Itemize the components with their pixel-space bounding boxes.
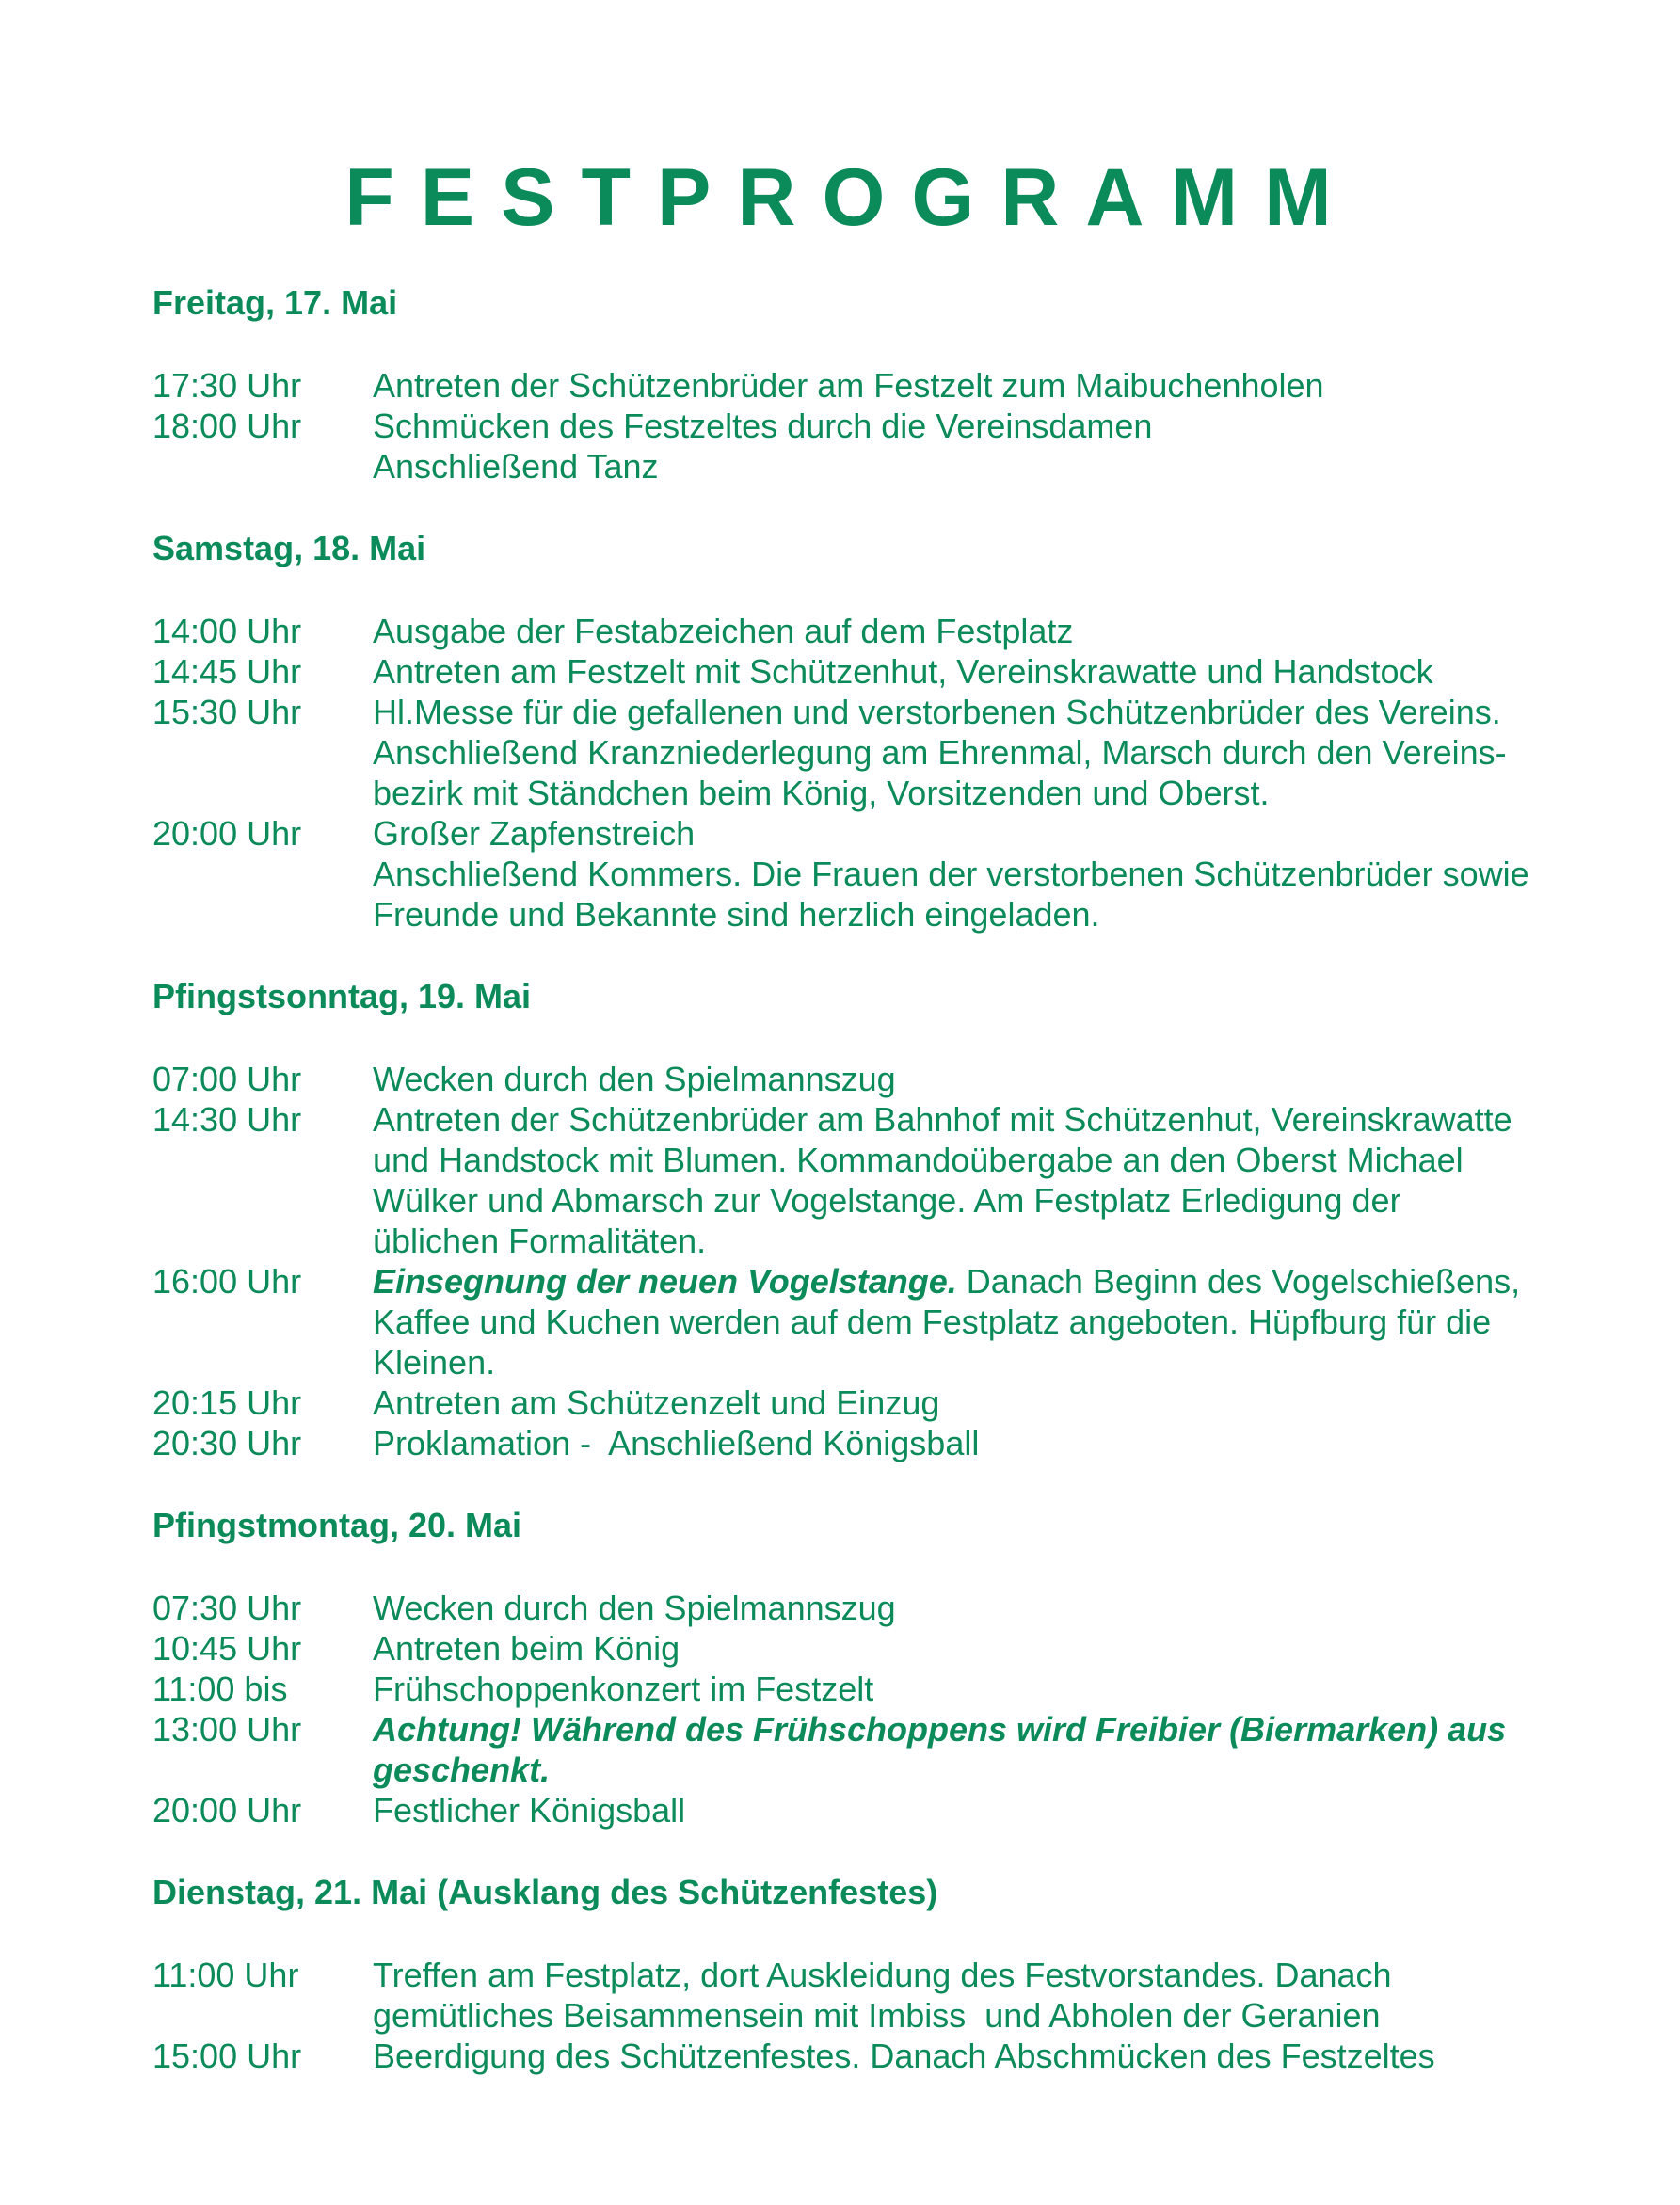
entry-line: Wülker und Abmarsch zur Vogelstange. Am Festplatz Erledigung der bbox=[373, 1181, 1401, 1220]
schedule-entry bbox=[152, 365, 1583, 406]
entry-description bbox=[373, 692, 1583, 813]
entry-line: und Handstock mit Blumen. Kommandoübergabe an den Oberst Michael bbox=[373, 1141, 1464, 1179]
day-heading: Pfingstmontag, 20. Mai bbox=[152, 1506, 522, 1544]
entry-line: Beerdigung des Schützenfestes. Danach Abschmücken des Festzeltes bbox=[373, 2037, 1435, 2075]
entry-time: 13:00 Uhr bbox=[152, 1710, 302, 1749]
entry-time: 17:30 Uhr bbox=[152, 366, 302, 405]
entry-time: 20:00 Uhr bbox=[152, 814, 302, 853]
entry-time: 07:30 Uhr bbox=[152, 1589, 302, 1627]
schedule-list bbox=[152, 1059, 1583, 1463]
schedule-entry bbox=[152, 2036, 1583, 2076]
entry-line: Ausgabe der Festabzeichen auf dem Festplatz bbox=[373, 612, 1074, 650]
entry-line: Festlicher Königsball bbox=[373, 1791, 686, 1830]
schedule-entry bbox=[152, 1669, 1583, 1709]
entry-line: Schmücken des Festzeltes durch die Vereinsdamen bbox=[373, 407, 1153, 445]
entry-line: Freunde und Bekannte sind herzlich eingeladen. bbox=[373, 895, 1100, 934]
entry-line: Anschließend Kommers. Die Frauen der verstorbenen Schützenbrüder sowie bbox=[373, 855, 1529, 893]
page-title: FESTPROGRAMM bbox=[344, 152, 1358, 243]
schedule-entry bbox=[152, 611, 1583, 651]
schedule-entry bbox=[152, 1261, 1583, 1382]
entry-description bbox=[373, 2036, 1583, 2076]
entry-line bbox=[373, 1261, 1583, 1302]
entry-line: Antreten am Schützenzelt und Einzug bbox=[373, 1383, 940, 1422]
schedule-entry bbox=[152, 1382, 1583, 1423]
entry-description bbox=[373, 406, 1583, 487]
entry-emphasis-line: Achtung! Während des Frühschoppens wird Freibier (Biermarken) aus bbox=[373, 1710, 1507, 1749]
entry-time: 10:45 Uhr bbox=[152, 1629, 302, 1668]
schedule-entry bbox=[152, 1709, 1583, 1790]
day-heading: Samstag, 18. Mai bbox=[152, 529, 426, 567]
entry-time: 15:30 Uhr bbox=[152, 693, 302, 731]
entry-line: Frühschoppenkonzert im Festzelt bbox=[373, 1670, 874, 1708]
entry-line: Antreten der Schützenbrüder am Festzelt zum Maibuchenholen bbox=[373, 366, 1324, 405]
entry-description bbox=[373, 1709, 1583, 1790]
schedule-entry bbox=[152, 651, 1583, 692]
entry-description bbox=[373, 1099, 1583, 1261]
entry-description bbox=[373, 1669, 1583, 1709]
entry-line: Antreten am Festzelt mit Schützenhut, Vereinskrawatte und Handstock bbox=[373, 652, 1433, 691]
entry-line: bezirk mit Ständchen beim König, Vorsitzenden und Oberst. bbox=[373, 774, 1270, 812]
entry-line: Großer Zapfenstreich bbox=[373, 814, 696, 853]
entry-line: Kleinen. bbox=[373, 1343, 496, 1382]
entry-emphasis-line: geschenkt. bbox=[373, 1750, 551, 1789]
schedule-entry bbox=[152, 1628, 1583, 1669]
schedule-entry bbox=[152, 1955, 1583, 2036]
schedule-list bbox=[152, 611, 1583, 935]
schedule-entry bbox=[152, 1588, 1583, 1628]
schedule-entry bbox=[152, 406, 1583, 487]
entry-description bbox=[373, 1588, 1583, 1628]
schedule-list bbox=[152, 1588, 1583, 1830]
schedule-entry bbox=[152, 1099, 1583, 1261]
entry-time: 11:00 Uhr bbox=[152, 1956, 299, 1994]
schedule-entry bbox=[152, 1059, 1583, 1099]
program-content bbox=[152, 282, 1583, 2117]
entry-time: 20:30 Uhr bbox=[152, 1424, 302, 1462]
entry-line: Kaffee und Kuchen werden auf dem Festplatz angeboten. Hüpfburg für die bbox=[373, 1302, 1492, 1341]
day-heading: Dienstag, 21. Mai (Ausklang des Schützenfestes) bbox=[152, 1873, 938, 1911]
entry-time: 14:45 Uhr bbox=[152, 652, 302, 691]
entry-time: 18:00 Uhr bbox=[152, 407, 302, 445]
entry-description bbox=[373, 1382, 1583, 1423]
entry-line: Wecken durch den Spielmannszug bbox=[373, 1589, 896, 1627]
schedule-entry bbox=[152, 1423, 1583, 1463]
schedule-list bbox=[152, 1955, 1583, 2076]
entry-time: 11:00 bis bbox=[152, 1670, 288, 1708]
entry-line: üblichen Formalitäten. bbox=[373, 1222, 707, 1260]
entry-description bbox=[373, 1423, 1583, 1463]
day-heading: Freitag, 17. Mai bbox=[152, 283, 398, 322]
entry-line: Hl.Messe für die gefallenen und verstorbenen Schützenbrüder des Vereins. bbox=[373, 693, 1501, 731]
entry-line: Wecken durch den Spielmannszug bbox=[373, 1060, 896, 1098]
entry-line: Anschließend Tanz bbox=[373, 447, 659, 486]
schedule-entry bbox=[152, 692, 1583, 813]
entry-description bbox=[373, 1059, 1583, 1099]
entry-description bbox=[373, 813, 1583, 935]
entry-line-rest: Danach Beginn des Vogelschießens, bbox=[956, 1262, 1521, 1301]
entry-line: Proklamation - Anschließend Königsball bbox=[373, 1424, 980, 1462]
entry-time: 15:00 Uhr bbox=[152, 2037, 302, 2075]
entry-description bbox=[373, 611, 1583, 651]
entry-time: 14:00 Uhr bbox=[152, 612, 302, 650]
entry-line: Antreten der Schützenbrüder am Bahnhof mit Schützenhut, Vereinskrawatte bbox=[373, 1100, 1512, 1139]
entry-description bbox=[373, 1261, 1583, 1382]
day-heading: Pfingstsonntag, 19. Mai bbox=[152, 977, 532, 1015]
entry-description bbox=[373, 1790, 1583, 1830]
entry-time: 20:00 Uhr bbox=[152, 1791, 302, 1830]
entry-time: 20:15 Uhr bbox=[152, 1383, 302, 1422]
entry-line: Anschließend Kranzniederlegung am Ehrenmal, Marsch durch den Vereins- bbox=[373, 733, 1507, 772]
entry-time: 16:00 Uhr bbox=[152, 1262, 302, 1301]
schedule-entry bbox=[152, 1790, 1583, 1830]
schedule-entry bbox=[152, 813, 1583, 935]
entry-time: 07:00 Uhr bbox=[152, 1060, 302, 1098]
entry-description bbox=[373, 651, 1583, 692]
entry-emphasis: Einsegnung der neuen Vogelstange. bbox=[373, 1262, 957, 1301]
entry-line: gemütliches Beisammensein mit Imbiss und Abholen der Geranien bbox=[373, 1996, 1381, 2035]
entry-description bbox=[373, 1955, 1583, 2036]
entry-description bbox=[373, 365, 1583, 406]
entry-line: Treffen am Festplatz, dort Auskleidung des Festvorstandes. Danach bbox=[373, 1956, 1392, 1994]
entry-time: 14:30 Uhr bbox=[152, 1100, 302, 1139]
entry-line: Antreten beim König bbox=[373, 1629, 680, 1668]
entry-description bbox=[373, 1628, 1583, 1669]
schedule-list bbox=[152, 365, 1583, 487]
